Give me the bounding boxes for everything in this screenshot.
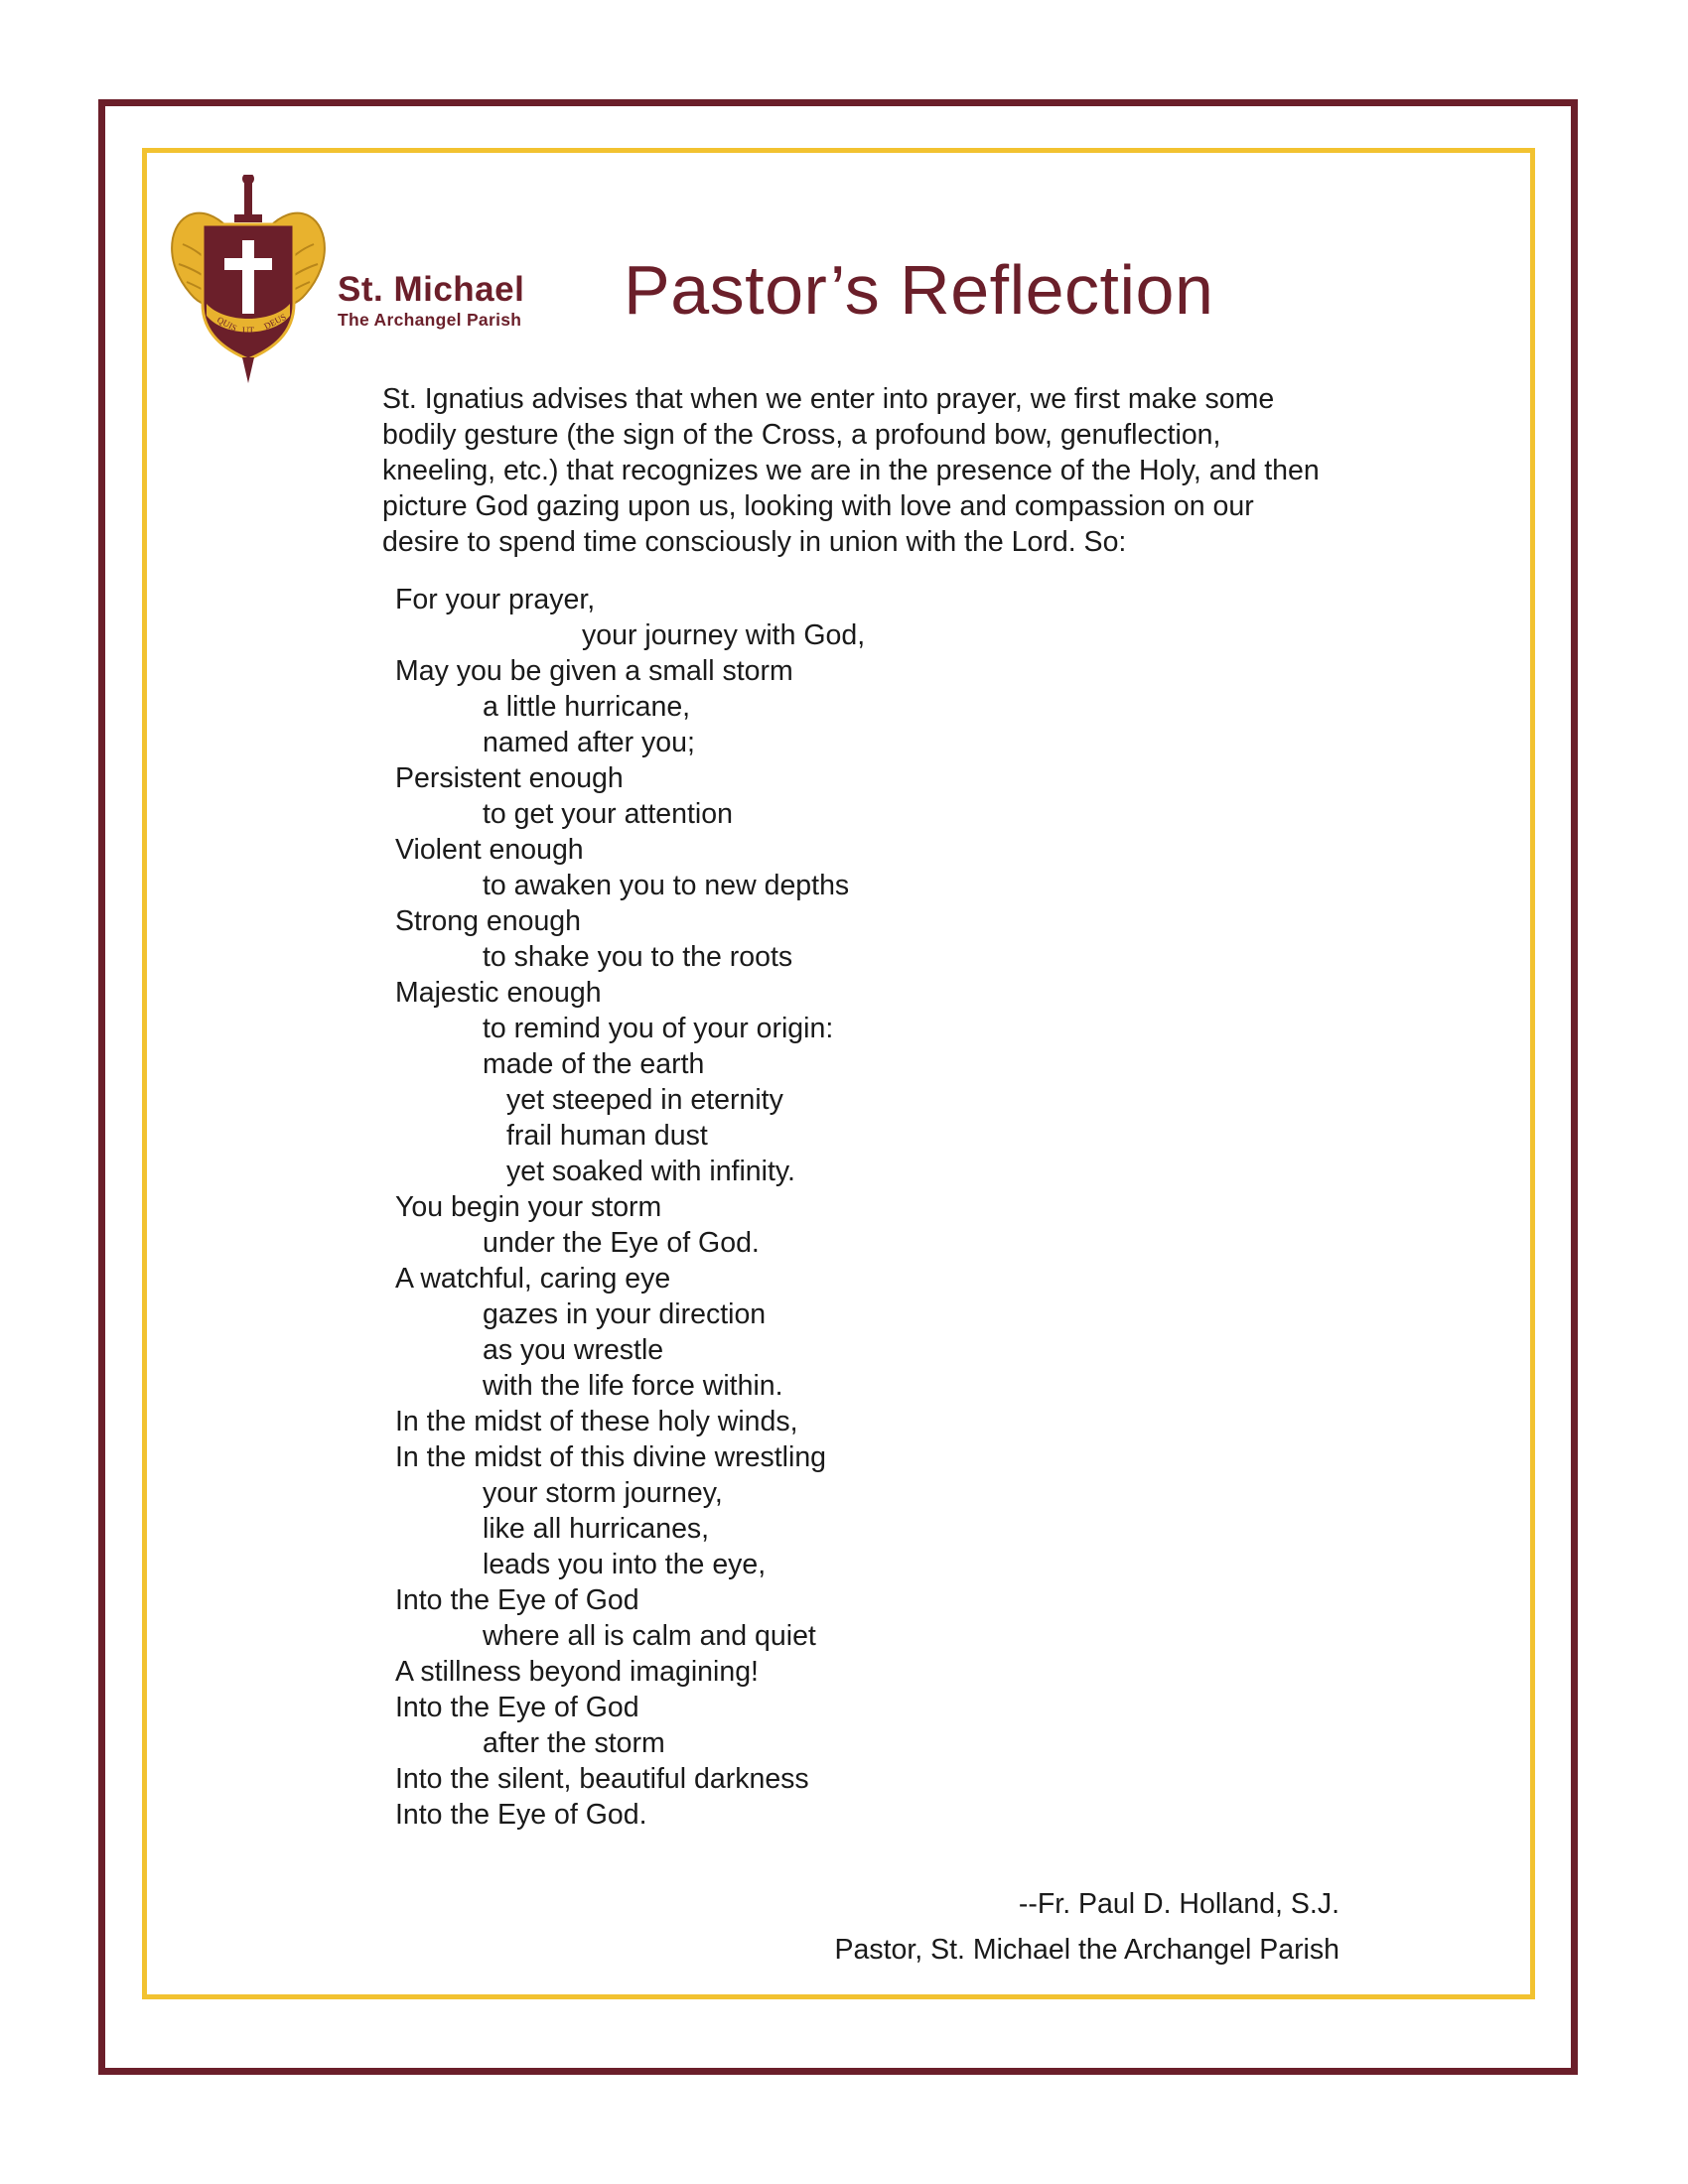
poem-line: under the Eye of God. — [483, 1227, 760, 1259]
poem-line: In the midst of this divine wrestling — [395, 1441, 827, 1473]
poem-line: to awaken you to new depths — [483, 870, 850, 901]
poem-line: For your prayer, — [395, 584, 596, 615]
poem-line: Into the Eye of God — [395, 1692, 639, 1723]
poem-line: to remind you of your origin: — [483, 1013, 834, 1044]
signature-name: --Fr. Paul D. Holland, S.J. — [1018, 1888, 1339, 1920]
poem-line: Persistent enough — [395, 762, 624, 794]
poem-line: named after you; — [483, 727, 695, 758]
poem-line: a little hurricane, — [483, 691, 691, 723]
poem-line: Into the silent, beautiful darkness — [395, 1763, 809, 1795]
poem-line: to get your attention — [483, 798, 733, 830]
poem-line: like all hurricanes, — [483, 1513, 710, 1545]
poem-line: A watchful, caring eye — [395, 1263, 671, 1295]
intro-paragraph: St. Ignatius advises that when we enter into prayer, we first make some bodily gesture (the sign of the Cross, a profound bow, genuflection, kneeling, etc.) that recognizes we are in the presence of the Holy, and then picture God gazing upon us, looking with love and compassion on our desire to spend time consciously in union with the Lord. So: — [382, 383, 1320, 558]
poem-line: gazes in your direction — [483, 1298, 767, 1330]
page-title: Pastor’s Reflection — [624, 251, 1214, 329]
poem-line: as you wrestle — [483, 1334, 664, 1366]
poem-line: frail human dust — [506, 1120, 708, 1152]
poem-line: to shake you to the roots — [483, 941, 793, 973]
poem-line: after the storm — [483, 1727, 665, 1759]
parish-logo — [169, 175, 566, 383]
logo-parish-name: St. Michael — [338, 270, 525, 309]
poem-line: where all is calm and quiet — [483, 1620, 816, 1652]
poem-line: In the midst of these holy winds, — [395, 1406, 798, 1437]
signature-title: Pastor, St. Michael the Archangel Parish — [834, 1934, 1339, 1966]
poem-line: Into the Eye of God — [395, 1584, 639, 1616]
poem — [395, 582, 865, 1833]
shield-motto-center: UT — [242, 326, 254, 336]
logo-parish-subtitle: The Archangel Parish — [338, 310, 522, 330]
poem-line: Into the Eye of God. — [395, 1799, 647, 1831]
poem-line: Strong enough — [395, 905, 581, 937]
poem-line: leads you into the eye, — [483, 1549, 767, 1580]
poem-line: Majestic enough — [395, 977, 602, 1009]
poem-line: Violent enough — [395, 834, 584, 866]
shield-motto-left: QUIS — [215, 314, 239, 334]
poem-line: You begin your storm — [395, 1191, 662, 1223]
poem-line: yet steeped in eternity — [506, 1084, 783, 1116]
poem-line: yet soaked with infinity. — [506, 1156, 795, 1187]
shield-motto-right: DEUS — [262, 311, 288, 332]
poem-line: your journey with God, — [582, 619, 866, 651]
poem-line: your storm journey, — [483, 1477, 723, 1509]
poem-line: May you be given a small storm — [395, 655, 793, 687]
poem-line: with the life force within. — [483, 1370, 783, 1402]
archangel-shield-icon — [169, 175, 328, 383]
poem-line: made of the earth — [483, 1048, 705, 1080]
poem-line: A stillness beyond imagining! — [395, 1656, 759, 1688]
